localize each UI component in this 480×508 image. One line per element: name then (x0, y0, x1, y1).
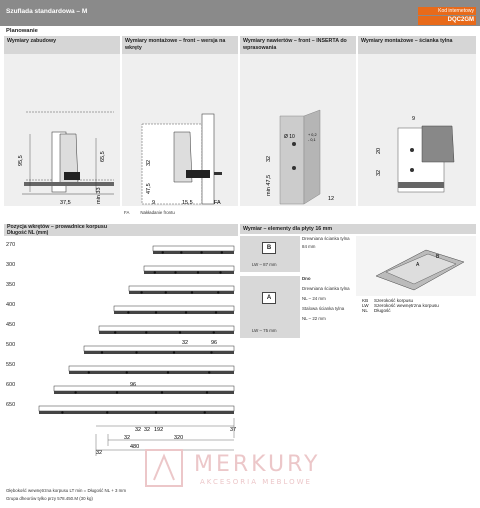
screw-hole (114, 331, 116, 333)
length-label: 300 (6, 262, 16, 268)
legend-row: KB Szerokość korpusu (362, 298, 414, 303)
screw-hole (165, 291, 167, 293)
section-pozycja-head (4, 224, 238, 236)
screw-hole (200, 251, 202, 253)
screw-hole (145, 331, 147, 333)
rail-screw-svg (4, 238, 238, 488)
screw-hole (127, 311, 129, 313)
dim-32: 32 (376, 169, 382, 176)
screw-hole (221, 251, 223, 253)
watermark-brand: MERKURY (194, 452, 321, 477)
dim-bottom-32b: 32 (96, 450, 103, 456)
element-a-text4: NL – 22 mm (302, 316, 326, 321)
rail-bar (114, 306, 234, 311)
watermark-tagline: AKCESORIA MEBLOWE (200, 478, 312, 486)
element-a-text3: Stalowa ścianka tylna (302, 306, 345, 311)
element-a-label: A (262, 292, 276, 304)
dim-b1: 37,5 (60, 200, 71, 206)
screw-hole (155, 411, 157, 413)
dim-row650-37: 37 (230, 427, 237, 433)
element-a-dno: Dno (302, 276, 311, 281)
dim-d: 15,5 (182, 200, 193, 206)
screw-hole (215, 311, 217, 313)
screw-hole (140, 291, 142, 293)
element-b-text2: 84 mm (302, 244, 316, 249)
rail-bar (54, 386, 234, 391)
length-label: 600 (6, 382, 16, 388)
panel-montaz-scianka-tylna (358, 36, 476, 206)
section-wymiar-label: Wymiar – elementy dla płyty 16 mm (243, 226, 333, 232)
rail-bar (99, 326, 234, 331)
dim-bottom-480: 480 (130, 444, 140, 450)
dim-tol-minus: - 0,1 (308, 138, 316, 142)
merkury-logo-icon (144, 448, 184, 488)
dim-bottom-32: 32 (124, 435, 131, 441)
drawer-side-diagram (4, 54, 120, 206)
rail-bar (69, 366, 234, 371)
note-30kg: Grupa dheorów tylko przy 578.450.M (30 kg) (6, 496, 93, 501)
dim-fa: FA (214, 200, 221, 206)
screw-hole (179, 331, 181, 333)
fa-code: FA (124, 210, 130, 215)
rail-bar (144, 266, 234, 271)
screw-hole (135, 351, 137, 353)
screw-hole (101, 351, 103, 353)
dim-h1: 95,5 (18, 155, 24, 166)
dim-a: 32 (146, 159, 152, 166)
screw-hole (162, 251, 164, 253)
panel-title: Wymiary montażowe – front – wersja na wkręty (122, 36, 238, 54)
panel-title: Wymiary montażowe – ścianka tylna (358, 36, 476, 54)
element-b-card (240, 236, 300, 272)
element-b-text1: Drewniana ścianka tylna (302, 236, 350, 241)
dim-20: 20 (376, 147, 382, 154)
screw-hole (154, 271, 156, 273)
screw-hole (61, 411, 63, 413)
length-label: 270 (6, 242, 16, 248)
screw-hole (197, 271, 199, 273)
screw-hole (180, 251, 182, 253)
dim-450-96: 96 (211, 340, 218, 346)
drawer-iso-diagram (356, 236, 476, 296)
back-panel-diagram (358, 54, 476, 206)
dim-tol-plus: + 0,2 (308, 133, 317, 137)
dim-min-47-5: min 47,5 (266, 174, 272, 196)
length-label: 500 (6, 342, 16, 348)
screw-hole (161, 391, 163, 393)
legend-row: NL Długość (362, 308, 391, 313)
panel-title: Wymiary zabudowy (4, 36, 120, 54)
element-a-text1: Drewniana ścianka tylna (302, 286, 350, 291)
element-a-lw: LW – 75 mm (252, 328, 277, 333)
dim-bottom-320: 320 (174, 435, 184, 441)
rail-bar (153, 246, 234, 251)
screw-hole (167, 371, 169, 373)
screw-hole (106, 411, 108, 413)
length-label: 450 (6, 322, 16, 328)
length-label: 650 (6, 402, 16, 408)
svg-text:B: B (436, 254, 440, 260)
dim-b: 47,5 (146, 183, 152, 194)
section-pozycja-subtitle: Długość NL (mm) (7, 230, 49, 236)
screw-hole (116, 391, 118, 393)
rail-screw-chart (4, 238, 238, 488)
section-pozycja-label: Pozycja wkrętów – prowadnice korpusu (7, 224, 108, 230)
dim-c: 9 (152, 200, 156, 206)
product-code-box (418, 7, 476, 25)
panel-wymiary-zabudowy (4, 36, 120, 206)
screw-hole (204, 411, 206, 413)
screw-hole (155, 311, 157, 313)
element-a-card (240, 276, 300, 338)
dim-32: 32 (266, 155, 272, 162)
screw-hole (206, 391, 208, 393)
page-header (0, 0, 480, 26)
screw-hole (208, 371, 210, 373)
panel-title: Wymiary nawiertów – front – INSERTA do wprasowania (240, 36, 356, 54)
legend-row: LW Szerokość wewnętrzna korpusu (362, 303, 439, 308)
product-code-label: Kod internetowy (418, 7, 476, 15)
dim-diameter: Ø 10 (284, 134, 295, 140)
dim-12: 12 (328, 196, 335, 202)
page-title: Szuflada standardowa – M (6, 8, 88, 15)
screw-hole (173, 351, 175, 353)
dim-450-32: 32 (182, 340, 189, 346)
length-label: 550 (6, 362, 16, 368)
dim-9: 9 (412, 116, 416, 122)
element-b-label: B (262, 242, 276, 254)
dim-550-96: 96 (130, 382, 137, 388)
dim-row650-192: 192 (154, 427, 164, 433)
fa-text: Nakładanie frontu (140, 210, 175, 215)
screw-hole (88, 371, 90, 373)
element-b-lw: LW – 87 mm (252, 262, 277, 267)
dim-h2: 65,5 (100, 151, 106, 162)
element-a-text2: NL – 24 mm (302, 296, 326, 301)
rail-bar (39, 406, 234, 411)
rail-bar (84, 346, 234, 351)
dim-row650-32b: 32 (144, 427, 151, 433)
screw-hole (219, 271, 221, 273)
svg-text:A: A (416, 262, 420, 268)
length-label: 350 (6, 282, 16, 288)
front-drilling-diagram (240, 54, 356, 206)
screw-hole (210, 351, 212, 353)
screw-hole (74, 391, 76, 393)
screw-hole (174, 271, 176, 273)
dim-row650-32a: 32 (135, 427, 142, 433)
legend (362, 298, 439, 313)
length-label: 400 (6, 302, 16, 308)
panel-montaz-front-wkrety (122, 36, 238, 206)
front-screw-diagram (122, 54, 238, 206)
dim-b2: min 33 (96, 187, 102, 204)
rail-bar (129, 286, 234, 291)
screw-hole (191, 291, 193, 293)
note-lt-min: Głębokość wewnętrzna korpusu LT min = Długość NL + 3 mm (6, 488, 126, 493)
section-planowanie-label: Planowanie (6, 28, 38, 34)
section-wymiar-head (240, 224, 476, 234)
screw-hole (185, 311, 187, 313)
screw-hole (217, 291, 219, 293)
product-code-value: DQC2GM (418, 16, 476, 25)
screw-hole (213, 331, 215, 333)
fa-note (124, 210, 175, 215)
panel-nawierty-front (240, 36, 356, 206)
screw-hole (126, 371, 128, 373)
